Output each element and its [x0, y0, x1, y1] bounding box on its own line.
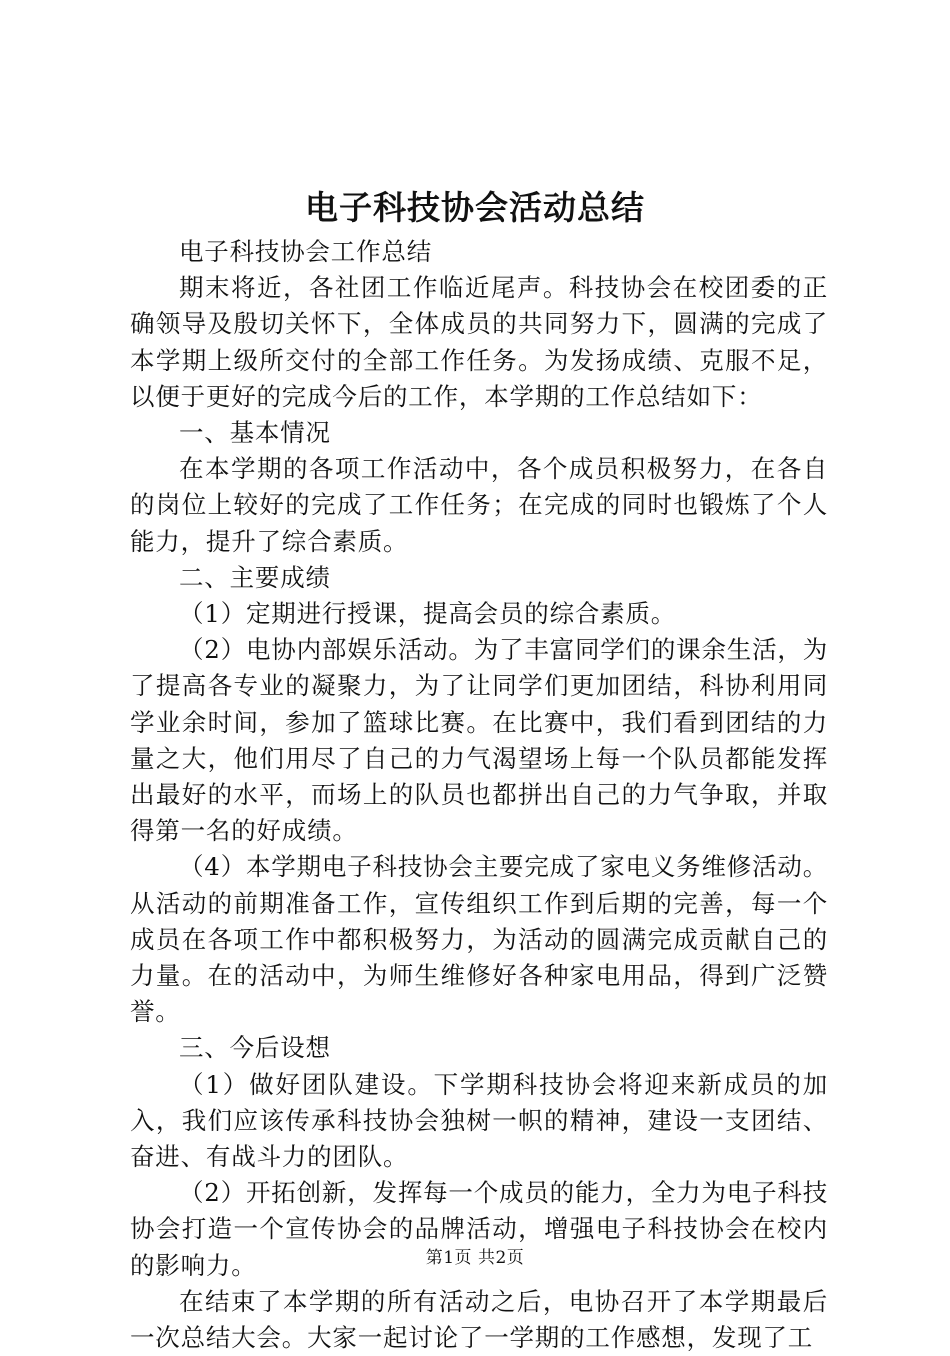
paragraph-intro: 期末将近，各社团工作临近尾声。科技协会在校团委的正确领导及殷切关怀下，全体成员的共同努力下，圆满的完成了本学期上级所交付的全部工作任务。为发扬成绩、克服不足，以便于更好的完成今后的工作，本学期的工作总结如下：: [130, 273, 828, 411]
section-heading-basic: 一、基本情况: [179, 418, 331, 448]
achievement-item-2: （2）电协内部娱乐活动。为了丰富同学们的课余生活，为了提高各专业的凝聚力，为了让同学们更加团结，科协利用同学业余时间，参加了篮球比赛。在比赛中，我们看到团结的力量之大，他们用尽了自己的力气渴望场上每一个队员都能发挥出最好的水平，而场上的队员也都拼出自己的力气争取，并取得第一名的好成绩。: [130, 635, 828, 846]
section-heading-achievements: 二、主要成绩: [179, 562, 331, 592]
page-footer: 第1页 共2页: [425, 1248, 525, 1268]
document-body: [130, 234, 828, 1356]
paragraph-subtitle: 电子科技协会工作总结: [179, 237, 432, 266]
achievement-item-1: （1）定期进行授课，提高会员的综合素质。: [179, 599, 677, 629]
section-heading-plans: 三、今后设想: [179, 1033, 331, 1063]
document-title: 电子科技协会活动总结: [305, 188, 645, 227]
achievement-item-4: （4）本学期电子科技协会主要完成了家电义务维修活动。从活动的前期准备工作，宣传组织工作到后期的完善，每一个成员在各项工作中都积极努力，为活动的圆满完成贡献自己的力量。在的活动中，为师生维修好各种家电用品，得到广泛赞誉。: [130, 852, 828, 1027]
paragraph-basic: 在本学期的各项工作活动中，各个成员积极努力，在各自的岗位上较好的完成了工作任务；在完成的同时也锻炼了个人能力，提升了综合素质。: [130, 454, 828, 556]
paragraph-closing: 在结束了本学期的所有活动之后，电协召开了本学期最后一次总结大会。大家一起讨论了一学期的工作感想，发现了工: [130, 1286, 828, 1353]
plan-item-2: （2）开拓创新，发挥每一个成员的能力，全力为电子科技协会打造一个宣传协会的品牌活动，增强电子科技协会在校内的影响力。: [130, 1178, 828, 1280]
plan-item-1: （1）做好团队建设。下学期科技协会将迎来新成员的加入，我们应该传承科技协会独树一帜的精神，建设一支团结、奋进、有战斗力的团队。: [130, 1069, 828, 1172]
